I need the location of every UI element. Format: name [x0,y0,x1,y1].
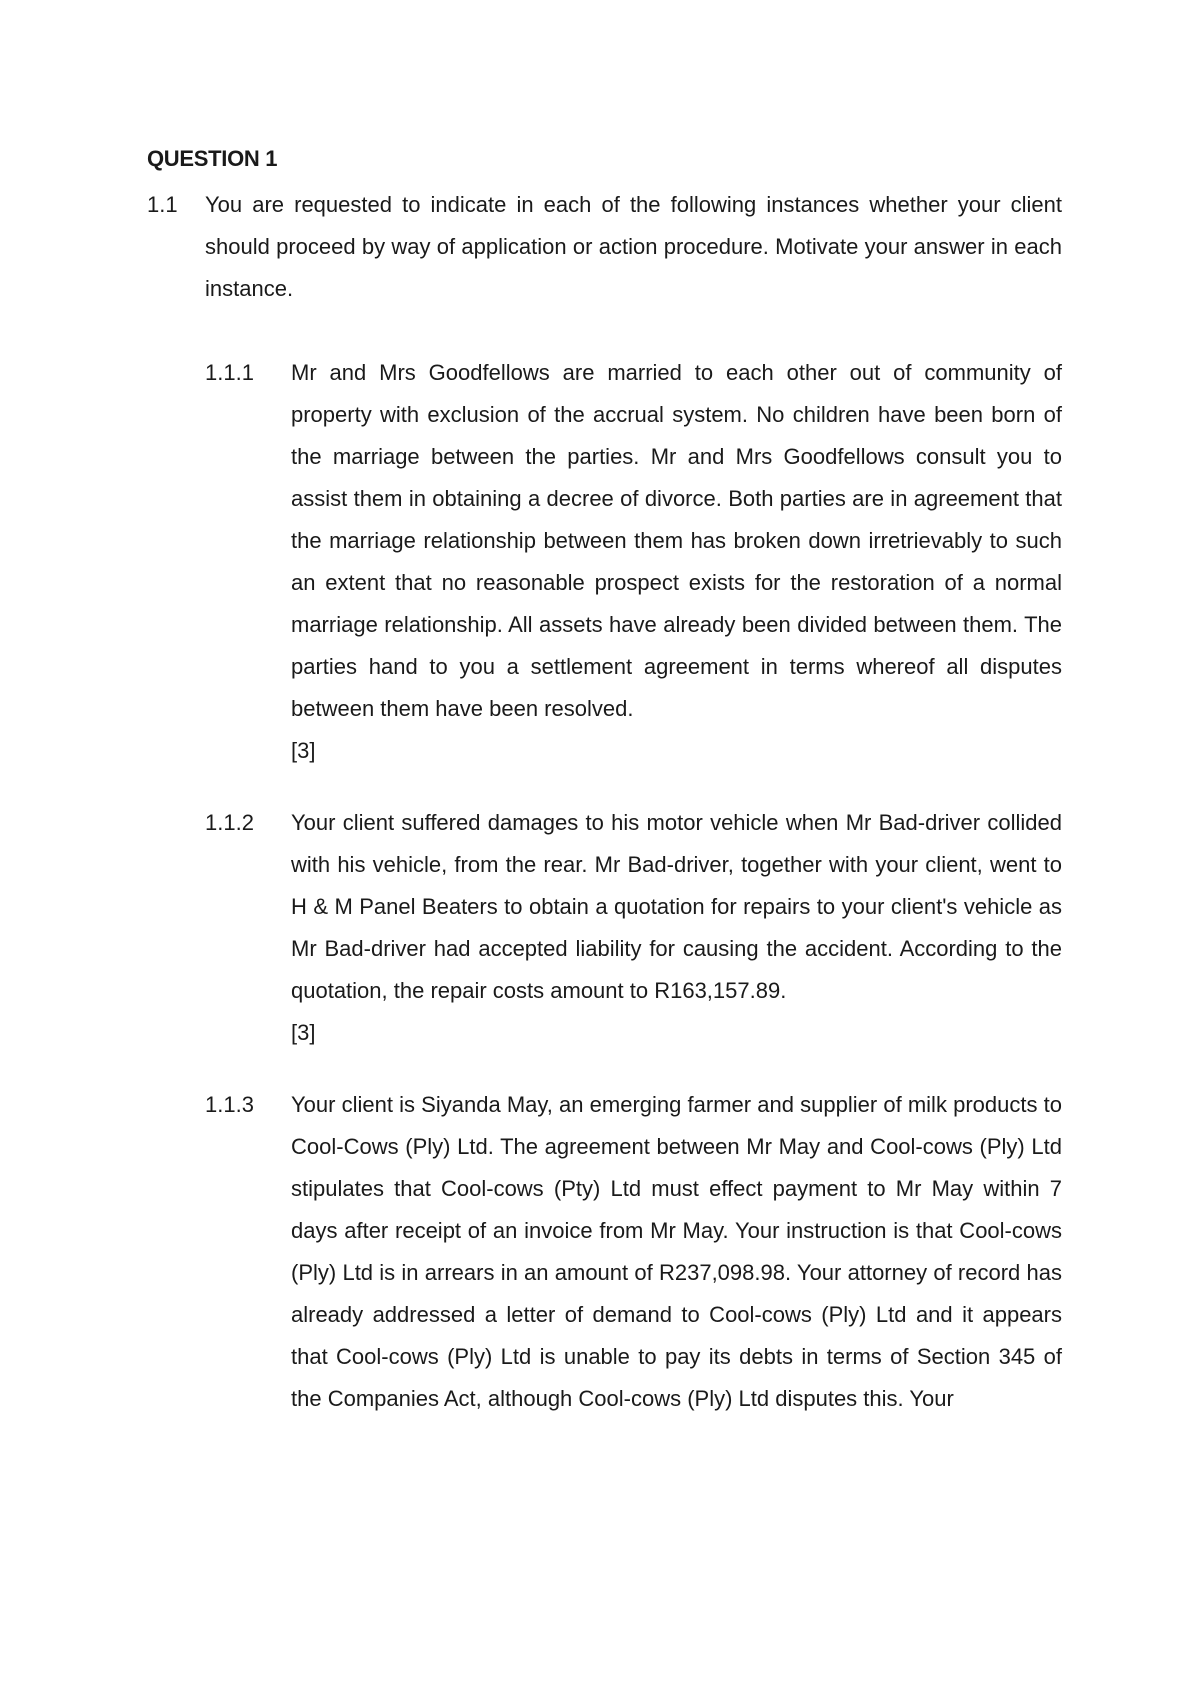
question-content [147,144,1062,1420]
marks-label: [3] [291,1020,316,1045]
sub-question-text: Your client is Siyanda May, an emerging farmer and supplier of milk products to Cool-Cows (Ply) Ltd. The agreement between Mr May and Cool-cows (Ply) Ltd stipulates that Cool-cows (Pty) Ltd must effect payment to Mr May within 7 days after receipt of an invoice from Mr May. Your instruction is that Cool-cows (Ply) Ltd is in arrears in an amount of R237,098.98. Your attorney of record has already addressed a letter of demand to Cool-cows (Ply) Ltd and it appears that Cool-cows (Ply) Ltd is unable to pay its debts in terms of Section 345 of the Companies Act, although Cool-cows (Ply) Ltd disputes this. Your [291,1092,1062,1411]
sub-question-number: 1.1.1 [205,360,254,385]
sub-question-1-1-2 [205,802,1062,1054]
sub-question-number: 1.1.3 [205,1092,254,1117]
sub-question-1-1-1 [205,352,1062,772]
marks-label: [3] [291,738,316,763]
question-1-1 [147,184,1062,310]
sub-question-text: Your client suffered damages to his motor vehicle when Mr Bad-driver collided with his vehicle, from the rear. Mr Bad-driver, together with your client, went to H & M Panel Beaters to obtain a quotation for repairs to your client's vehicle as Mr Bad-driver had accepted liability for causing the accident. According to the quotation, the repair costs amount to R163,157.89. [291,810,1062,1003]
sub-question-text: Mr and Mrs Goodfellows are married to each other out of community of property with exclusion of the accrual system. No children have been born of the marriage between the parties. Mr and Mrs Goodfellows consult you to assist them in obtaining a decree of divorce. Both parties are in agreement that the marriage relationship between them has broken down irretrievably to such an extent that no reasonable prospect exists for the restoration of a normal marriage relationship. All assets have already been divided between them. The parties hand to you a settlement agreement in terms whereof all disputes between them have been resolved. [291,360,1062,721]
question-1-1-text: You are requested to indicate in each of the following instances whether your client should proceed by way of application or action procedure. Motivate your answer in each instance. [205,192,1062,301]
sub-question-number: 1.1.2 [205,810,254,835]
question-1-1-number: 1.1 [147,192,178,217]
sub-question-1-1-3 [205,1084,1062,1420]
question-heading: QUESTION 1 [147,146,278,171]
